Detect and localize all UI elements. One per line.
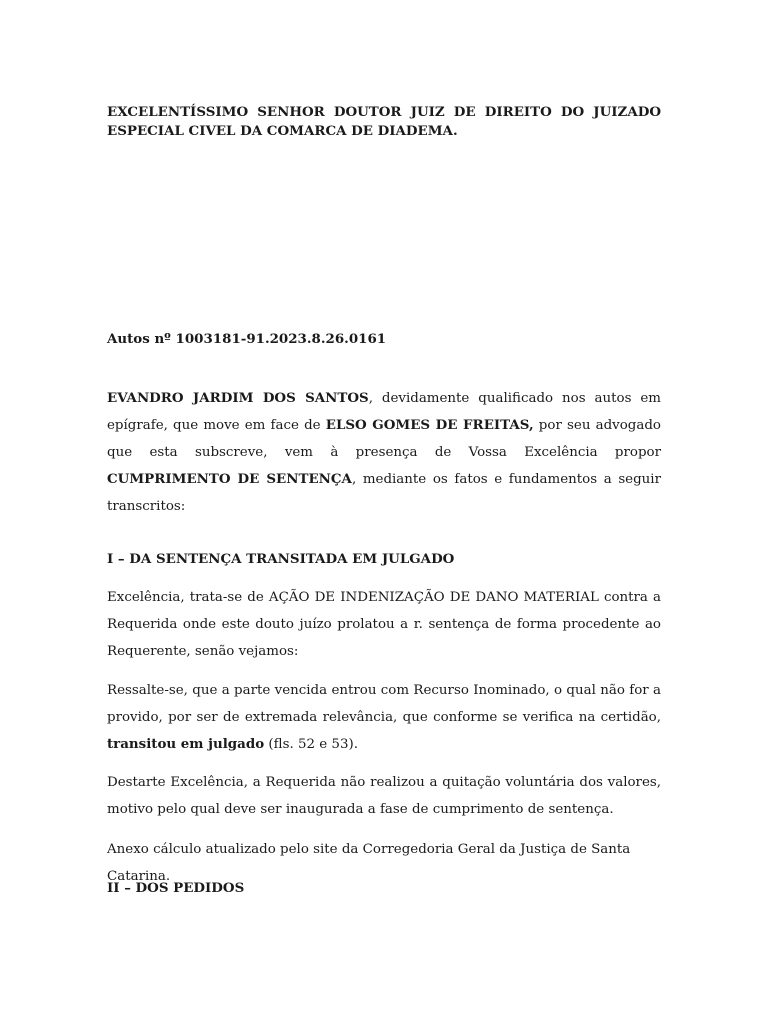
intro-paragraph [107, 385, 661, 520]
case-number: Autos nº 1003181-91.2023.8.26.0161 [107, 331, 387, 347]
intro-text-2: por seu advogado que esta subscreve, vem à presença de Vossa Excelência propor [107, 418, 661, 460]
section-1-paragraph-4: Anexo cálculo atualizado pelo site da Corregedoria Geral da Justiça de Santa Catarina. [107, 842, 631, 884]
section-1-title: I – DA SENTENÇA TRANSITADA EM JULGADO [107, 551, 455, 567]
defendant-name: ELSO GOMES DE FREITAS, [325, 417, 534, 433]
addressee-heading: EXCELENTÍSSIMO SENHOR DOUTOR JUIZ DE DIREITO DO JUIZADO ESPECIAL CIVEL DA COMARCA DE DIADEMA. [107, 104, 661, 139]
intro-text-1: , devidamente qualificado nos autos em epígrafe, que move em face de [107, 391, 661, 433]
plaintiff-name: EVANDRO JARDIM DOS SANTOS [107, 390, 369, 406]
intro-text-3: , mediante os fatos e fundamentos a seguir transcritos: [107, 472, 661, 514]
section-1-paragraph-2 [107, 677, 661, 758]
paragraph-2-tail: (fls. 52 e 53). [264, 737, 358, 752]
section-1-paragraph-3: Destarte Excelência, a Requerida não realizou a quitação voluntária dos valores, motivo pelo qual deve ser inaugurada a fase de cumprimento de sentença. [107, 775, 661, 817]
transitou-em-julgado: transitou em julgado [107, 736, 265, 752]
section-2-title: II – DOS PEDIDOS [107, 880, 245, 896]
request-title: CUMPRIMENTO DE SENTENÇA [107, 471, 352, 487]
section-1-paragraph-1: Excelência, trata-se de AÇÃO DE INDENIZAÇÃO DE DANO MATERIAL contra a Requerida onde este douto juízo prolatou a r. sentença de forma procedente ao Requerente, senão vejamos: [107, 590, 661, 659]
paragraph-2-text: Ressalte-se, que a parte vencida entrou com Recurso Inominado, o qual não for a provido, por ser de extremada relevância, que conforme se verifica na certidão, [107, 683, 661, 725]
